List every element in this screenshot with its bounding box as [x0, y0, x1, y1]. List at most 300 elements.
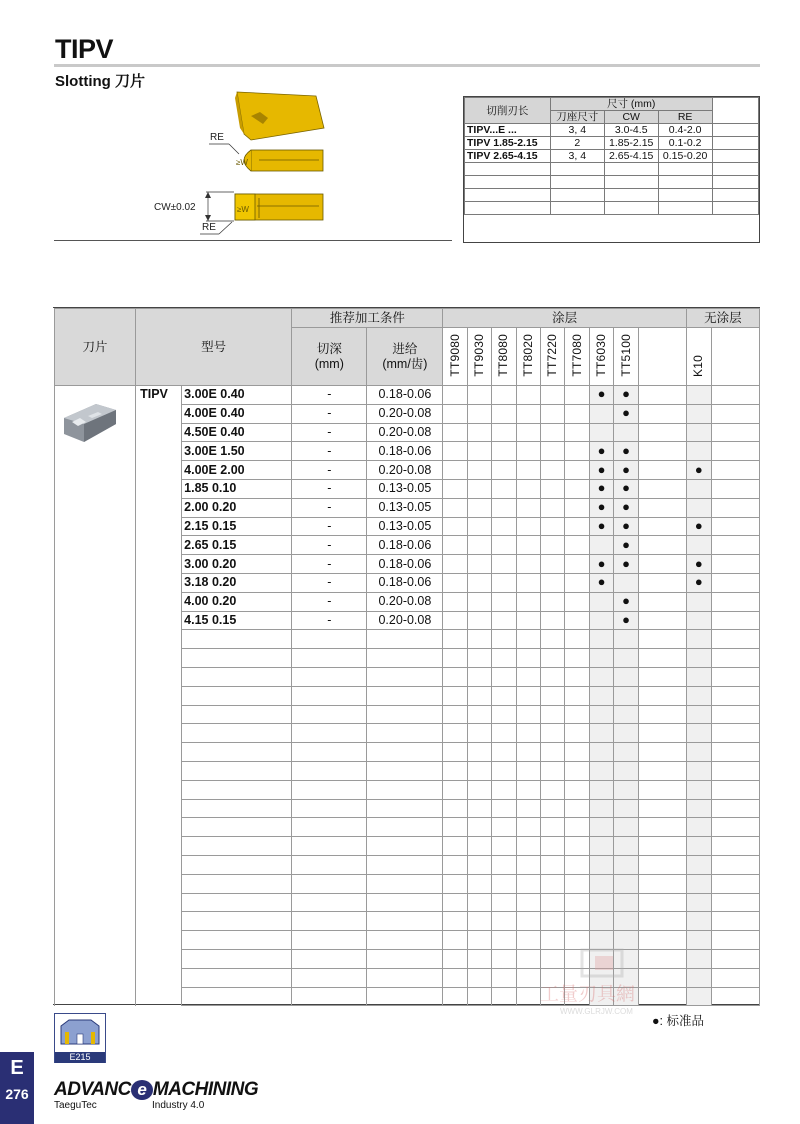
grade-cell	[565, 517, 589, 536]
grade-cell	[516, 461, 540, 480]
grade-cell	[638, 761, 686, 780]
grade-cell	[443, 479, 467, 498]
grade-cell	[711, 517, 759, 536]
standard-dot: ●	[597, 386, 606, 402]
grade-cell	[467, 686, 491, 705]
standard-dot: ●	[694, 461, 703, 477]
grade-cell	[614, 404, 638, 423]
grade-cell	[686, 968, 711, 987]
feed-cell	[367, 724, 443, 743]
model-cell	[182, 874, 292, 893]
grade-cell	[443, 649, 467, 668]
svg-text:≥W: ≥W	[236, 158, 248, 167]
grade-cell	[589, 686, 613, 705]
grade-cell	[711, 573, 759, 592]
grade-cell	[443, 498, 467, 517]
grade-cell	[541, 931, 565, 950]
feed-cell: 0.20-0.08	[367, 611, 443, 630]
size-row	[465, 150, 759, 163]
grade-cell	[541, 667, 565, 686]
grade-cell	[638, 780, 686, 799]
grade-cell	[711, 893, 759, 912]
grade-cell	[467, 630, 491, 649]
feed-cell	[367, 630, 443, 649]
grade-cell	[589, 461, 613, 480]
grade-cell	[443, 987, 467, 1006]
grade-cell	[541, 761, 565, 780]
grade-cell	[443, 686, 467, 705]
grade-cell	[589, 799, 613, 818]
grade-cell	[467, 912, 491, 931]
grade-cell	[589, 780, 613, 799]
standard-dot: ●	[597, 461, 606, 477]
grade-cell	[492, 724, 516, 743]
grade-cell	[711, 855, 759, 874]
grade-header-empty	[711, 328, 759, 386]
grade-cell	[614, 630, 638, 649]
grade-cell	[467, 667, 491, 686]
model-cell: 1.85 0.10	[182, 479, 292, 498]
grade-cell	[589, 517, 613, 536]
grade-cell	[467, 461, 491, 480]
model-cell	[182, 799, 292, 818]
grade-cell	[541, 705, 565, 724]
grade-cell	[541, 479, 565, 498]
grade-cell	[638, 630, 686, 649]
grade-cell	[516, 536, 540, 555]
grade-cell	[711, 649, 759, 668]
grade-cell	[443, 874, 467, 893]
grade-cell	[467, 442, 491, 461]
grade-cell	[638, 442, 686, 461]
grade-cell	[614, 705, 638, 724]
grade-cell	[565, 423, 589, 442]
grade-cell	[638, 404, 686, 423]
grade-cell	[492, 498, 516, 517]
grade-cell	[516, 592, 540, 611]
header-depth: 切深 (mm)	[292, 328, 367, 386]
depth-cell: -	[292, 611, 367, 630]
grade-cell	[443, 931, 467, 950]
grade-cell	[443, 461, 467, 480]
grade-cell	[614, 855, 638, 874]
grade-cell	[443, 667, 467, 686]
grade-cell	[614, 479, 638, 498]
depth-cell	[292, 799, 367, 818]
grade-cell	[516, 573, 540, 592]
grade-cell	[565, 630, 589, 649]
grade-header-tt9030: TT9030	[467, 328, 491, 386]
grade-cell	[443, 743, 467, 762]
standard-dot: ●	[597, 480, 606, 496]
grade-cell	[711, 761, 759, 780]
grade-cell	[638, 912, 686, 931]
header-uncoated: 无涂层	[686, 309, 759, 328]
grade-cell	[565, 404, 589, 423]
grade-cell	[492, 649, 516, 668]
grade-cell	[589, 761, 613, 780]
grade-cell	[589, 479, 613, 498]
depth-cell	[292, 987, 367, 1006]
grade-cell	[492, 949, 516, 968]
grade-cell	[516, 705, 540, 724]
holder-reference-label: E215	[55, 1052, 105, 1063]
grade-cell	[541, 461, 565, 480]
grade-cell	[589, 874, 613, 893]
size-row	[465, 137, 759, 150]
grade-cell	[614, 912, 638, 931]
grade-cell	[686, 517, 711, 536]
grade-cell	[614, 649, 638, 668]
depth-cell	[292, 968, 367, 987]
grade-cell	[686, 386, 711, 405]
depth-cell	[292, 761, 367, 780]
size-header-holder: 刀座尺寸	[550, 111, 604, 124]
grade-cell	[443, 404, 467, 423]
grade-cell	[638, 536, 686, 555]
grade-cell	[541, 498, 565, 517]
grade-cell	[443, 536, 467, 555]
grade-cell	[686, 987, 711, 1006]
grade-cell	[467, 479, 491, 498]
grade-cell	[467, 931, 491, 950]
grade-cell	[516, 724, 540, 743]
grade-cell	[565, 724, 589, 743]
grade-cell	[711, 724, 759, 743]
grade-cell	[492, 611, 516, 630]
depth-cell: -	[292, 386, 367, 405]
grade-header-tt8080: TT8080	[492, 328, 516, 386]
series-label: TIPV	[136, 386, 182, 1006]
model-cell	[182, 837, 292, 856]
grade-cell	[565, 780, 589, 799]
feed-cell	[367, 855, 443, 874]
grade-cell	[492, 743, 516, 762]
grade-cell	[686, 442, 711, 461]
grade-cell	[638, 931, 686, 950]
feed-cell	[367, 893, 443, 912]
grade-cell	[614, 498, 638, 517]
grade-cell	[467, 818, 491, 837]
grade-cell	[443, 517, 467, 536]
grade-cell	[541, 893, 565, 912]
size-cw: 2.65-4.15	[604, 150, 658, 163]
standard-dot: ●	[622, 517, 630, 533]
grade-cell	[516, 498, 540, 517]
depth-cell	[292, 649, 367, 668]
section-letter: E	[10, 1057, 24, 1079]
grade-cell	[541, 592, 565, 611]
grade-cell	[541, 837, 565, 856]
grade-cell	[565, 686, 589, 705]
grade-cell	[638, 517, 686, 536]
grade-cell	[541, 630, 565, 649]
grade-cell	[711, 799, 759, 818]
grade-cell	[443, 949, 467, 968]
grade-cell	[589, 442, 613, 461]
grade-cell	[686, 592, 711, 611]
model-cell	[182, 855, 292, 874]
grade-cell	[467, 893, 491, 912]
standard-dot: ●	[622, 499, 630, 515]
grade-cell	[467, 987, 491, 1006]
grade-cell	[516, 743, 540, 762]
grade-cell	[686, 912, 711, 931]
grade-cell	[686, 667, 711, 686]
depth-cell	[292, 912, 367, 931]
grade-cell	[492, 912, 516, 931]
standard-dot: ●	[622, 405, 630, 421]
grade-cell	[492, 536, 516, 555]
grade-cell	[492, 630, 516, 649]
grade-cell	[541, 404, 565, 423]
grade-cell	[711, 536, 759, 555]
grade-cell	[686, 649, 711, 668]
depth-cell	[292, 686, 367, 705]
grade-header-tt7080: TT7080	[565, 328, 589, 386]
size-row-empty	[465, 189, 759, 202]
grade-cell	[686, 855, 711, 874]
grade-cell	[565, 855, 589, 874]
model-cell: 3.18 0.20	[182, 573, 292, 592]
model-cell	[182, 780, 292, 799]
grade-cell	[638, 667, 686, 686]
grade-cell	[589, 649, 613, 668]
grade-cell	[492, 555, 516, 574]
grade-cell	[492, 818, 516, 837]
standard-dot: ●	[622, 480, 630, 496]
grade-cell	[638, 686, 686, 705]
grade-cell	[711, 818, 759, 837]
grade-cell	[565, 799, 589, 818]
grade-cell	[614, 667, 638, 686]
grade-cell	[638, 818, 686, 837]
grade-cell	[541, 855, 565, 874]
model-cell	[182, 912, 292, 931]
model-cell: 4.50E 0.40	[182, 423, 292, 442]
grade-cell	[686, 837, 711, 856]
feed-cell: 0.20-0.08	[367, 592, 443, 611]
model-cell	[182, 630, 292, 649]
grade-cell	[443, 818, 467, 837]
legend-standard: ●: 标准品	[652, 1014, 704, 1028]
grade-cell	[589, 536, 613, 555]
feed-cell	[367, 667, 443, 686]
model-cell: 4.00E 0.40	[182, 404, 292, 423]
standard-dot: ●	[597, 442, 606, 458]
depth-cell	[292, 743, 367, 762]
grade-cell	[711, 442, 759, 461]
grade-cell	[541, 686, 565, 705]
section-tab	[0, 1052, 34, 1124]
model-cell	[182, 743, 292, 762]
grade-cell	[711, 780, 759, 799]
grade-cell	[614, 536, 638, 555]
size-re: 0.4-2.0	[658, 124, 712, 137]
standard-dot: ●	[622, 386, 630, 402]
grade-cell	[638, 874, 686, 893]
grade-cell	[516, 404, 540, 423]
grade-cell	[711, 743, 759, 762]
grade-cell	[541, 818, 565, 837]
grade-cell	[711, 667, 759, 686]
grade-cell	[516, 818, 540, 837]
grade-cell	[467, 761, 491, 780]
grade-cell	[443, 442, 467, 461]
grade-cell	[443, 705, 467, 724]
grade-cell	[638, 611, 686, 630]
grade-cell	[443, 611, 467, 630]
grade-cell	[614, 893, 638, 912]
grade-cell	[467, 949, 491, 968]
depth-cell	[292, 855, 367, 874]
size-re: 0.1-0.2	[658, 137, 712, 150]
grade-cell	[638, 592, 686, 611]
grade-cell	[443, 630, 467, 649]
grade-cell	[686, 780, 711, 799]
grade-cell	[443, 855, 467, 874]
grade-cell	[686, 743, 711, 762]
page-title: TIPV	[55, 34, 114, 64]
grade-cell	[541, 724, 565, 743]
grade-cell	[467, 649, 491, 668]
grade-cell	[492, 855, 516, 874]
feed-cell	[367, 780, 443, 799]
grade-cell	[467, 536, 491, 555]
size-row	[465, 124, 759, 137]
grade-cell	[589, 386, 613, 405]
model-cell	[182, 724, 292, 743]
grade-cell	[711, 912, 759, 931]
grade-cell	[541, 573, 565, 592]
grade-cell	[565, 912, 589, 931]
grade-cell	[516, 630, 540, 649]
grade-table	[54, 308, 760, 1006]
grade-cell	[711, 423, 759, 442]
grade-header-tt6030: TT6030	[589, 328, 613, 386]
grade-header-tt8020: TT8020	[516, 328, 540, 386]
grade-cell	[467, 724, 491, 743]
grade-cell	[467, 780, 491, 799]
grade-cell	[541, 517, 565, 536]
size-model: TIPV 2.65-4.15	[465, 150, 551, 163]
grade-cell	[589, 555, 613, 574]
depth-cell: -	[292, 404, 367, 423]
grade-cell	[541, 555, 565, 574]
watermark-url: WWW.GLRJW.COM	[560, 1007, 633, 1016]
grade-cell	[711, 611, 759, 630]
grade-cell	[541, 874, 565, 893]
grade-cell	[614, 611, 638, 630]
grade-cell	[443, 799, 467, 818]
size-holder: 3, 4	[550, 150, 604, 163]
grade-cell	[467, 705, 491, 724]
grade-cell	[516, 949, 540, 968]
feed-cell	[367, 761, 443, 780]
grade-cell	[516, 931, 540, 950]
table-row	[55, 386, 760, 405]
grade-cell	[686, 874, 711, 893]
grade-cell	[565, 743, 589, 762]
size-cw: 3.0-4.5	[604, 124, 658, 137]
grade-cell	[711, 931, 759, 950]
grade-cell	[686, 498, 711, 517]
model-cell	[182, 949, 292, 968]
grade-cell	[516, 442, 540, 461]
model-cell: 4.00 0.20	[182, 592, 292, 611]
size-holder: 2	[550, 137, 604, 150]
grade-cell	[443, 555, 467, 574]
grade-cell	[516, 479, 540, 498]
model-cell	[182, 667, 292, 686]
grade-cell	[686, 423, 711, 442]
grade-cell	[492, 874, 516, 893]
watermark-logo	[540, 948, 670, 1018]
grade-cell	[638, 799, 686, 818]
grade-cell	[589, 855, 613, 874]
grade-cell	[492, 517, 516, 536]
depth-cell: -	[292, 592, 367, 611]
grade-cell	[492, 479, 516, 498]
grade-cell	[516, 423, 540, 442]
feed-cell	[367, 987, 443, 1006]
grade-cell	[589, 404, 613, 423]
grade-cell	[541, 386, 565, 405]
model-cell	[182, 761, 292, 780]
grade-cell	[711, 630, 759, 649]
grade-cell	[686, 799, 711, 818]
grade-cell	[614, 517, 638, 536]
grade-cell	[492, 968, 516, 987]
grade-cell	[467, 743, 491, 762]
grade-cell	[541, 649, 565, 668]
size-header-size: 尺寸 (mm)	[550, 98, 712, 111]
grade-cell	[467, 799, 491, 818]
grade-cell	[589, 931, 613, 950]
size-row-empty	[465, 176, 759, 189]
grade-cell	[492, 423, 516, 442]
size-re: 0.15-0.20	[658, 150, 712, 163]
grade-cell	[565, 498, 589, 517]
grade-cell	[467, 837, 491, 856]
grade-cell	[541, 442, 565, 461]
feed-cell	[367, 686, 443, 705]
grade-cell	[711, 705, 759, 724]
grade-cell	[686, 818, 711, 837]
grade-cell	[541, 799, 565, 818]
grade-cell	[614, 461, 638, 480]
grade-cell	[565, 461, 589, 480]
grade-cell	[711, 555, 759, 574]
standard-dot: ●	[597, 555, 606, 571]
feed-cell	[367, 912, 443, 931]
watermark-text: 工量刃具網	[540, 983, 636, 1005]
depth-cell: -	[292, 461, 367, 480]
grade-cell	[516, 667, 540, 686]
brand-logo: ADVANC e MACHINING	[54, 1079, 259, 1100]
holder-icon	[55, 1014, 105, 1050]
grade-cell	[711, 479, 759, 498]
feed-cell: 0.18-0.06	[367, 386, 443, 405]
grade-cell	[467, 592, 491, 611]
depth-cell: -	[292, 573, 367, 592]
grade-cell	[686, 555, 711, 574]
depth-cell: -	[292, 555, 367, 574]
model-cell	[182, 649, 292, 668]
grade-cell	[711, 592, 759, 611]
grade-cell	[686, 761, 711, 780]
grade-cell	[565, 818, 589, 837]
